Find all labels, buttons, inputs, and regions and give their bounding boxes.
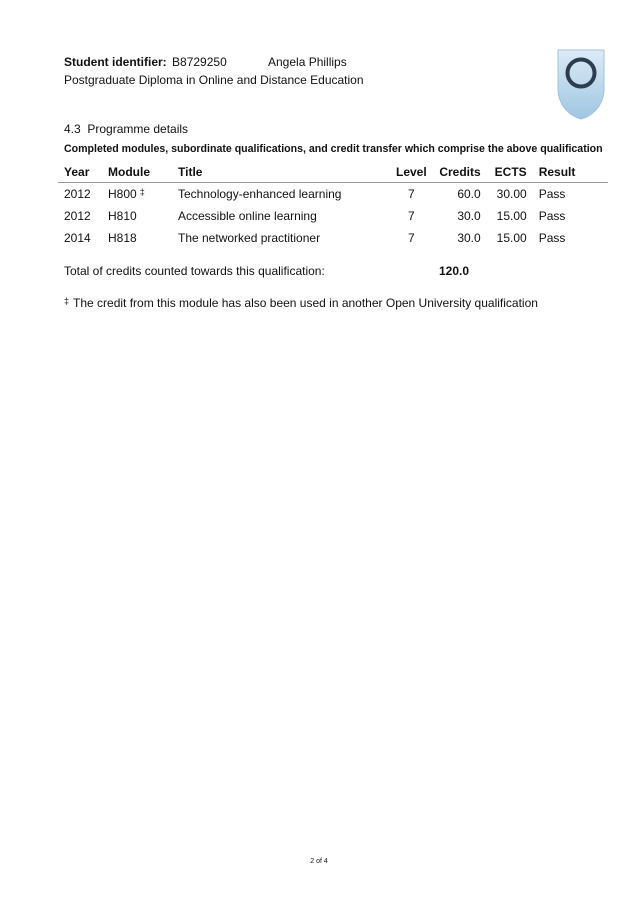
col-credits-header: Credits — [433, 162, 487, 183]
cell-result: Pass — [538, 231, 566, 245]
cell-title: Accessible online learning — [178, 209, 317, 223]
cell-ects: 15.00 — [496, 209, 527, 223]
modules-table — [58, 162, 608, 249]
col-result-header: Result — [533, 162, 608, 183]
cell-credits: 30.0 — [457, 231, 481, 245]
student-id-value: B8729250 — [172, 55, 227, 69]
table-header-row — [58, 162, 608, 183]
col-level-header: Level — [390, 162, 433, 183]
credit-marker: ‡ — [139, 187, 145, 197]
open-university-logo — [556, 48, 606, 120]
cell-result: Pass — [538, 187, 566, 201]
qualification-title: Postgraduate Diploma in Online and Distance Education — [64, 73, 364, 87]
col-year-header: Year — [58, 162, 102, 183]
section-title: 4.3 Programme details — [64, 122, 189, 136]
col-ects-header: ECTS — [487, 162, 533, 183]
page-number: 2 of 4 — [310, 858, 328, 865]
cell-year: 2014 — [64, 231, 91, 245]
table-row — [58, 227, 608, 249]
footnote-marker: ‡ — [64, 296, 70, 306]
table-row — [58, 205, 608, 227]
cell-year: 2012 — [64, 209, 91, 223]
cell-title: The networked practitioner — [178, 231, 321, 245]
cell-result: Pass — [538, 209, 566, 223]
cell-year: 2012 — [64, 187, 91, 201]
cell-module: H810 — [108, 209, 137, 223]
footnote — [64, 296, 538, 310]
footnote-text: The credit from this module has also been used in another Open University qualification — [73, 296, 538, 310]
cell-credits: 60.0 — [457, 187, 481, 201]
cell-ects: 15.00 — [496, 231, 527, 245]
cell-credits: 30.0 — [457, 209, 481, 223]
section-subtitle: Completed modules, subordinate qualifications, and credit transfer which comprise the above qualification — [64, 143, 603, 155]
student-identifier-line — [64, 55, 227, 69]
cell-ects: 30.00 — [496, 187, 527, 201]
cell-level: 7 — [408, 187, 415, 201]
total-credits-value: 120.0 — [439, 264, 470, 278]
col-module-header: Module — [102, 162, 172, 183]
cell-level: 7 — [408, 209, 415, 223]
open-university-shield-icon — [556, 48, 606, 120]
student-name: Angela Phillips — [268, 55, 347, 69]
cell-module: H800 ‡ — [108, 187, 145, 201]
cell-module: H818 — [108, 231, 137, 245]
col-title-header: Title — [172, 162, 390, 183]
cell-title: Technology-enhanced learning — [178, 187, 342, 201]
total-credits-label: Total of credits counted towards this qualification: — [64, 264, 325, 278]
table-row — [58, 183, 608, 206]
student-id-label: Student identifier: — [64, 55, 167, 69]
cell-level: 7 — [408, 231, 415, 245]
